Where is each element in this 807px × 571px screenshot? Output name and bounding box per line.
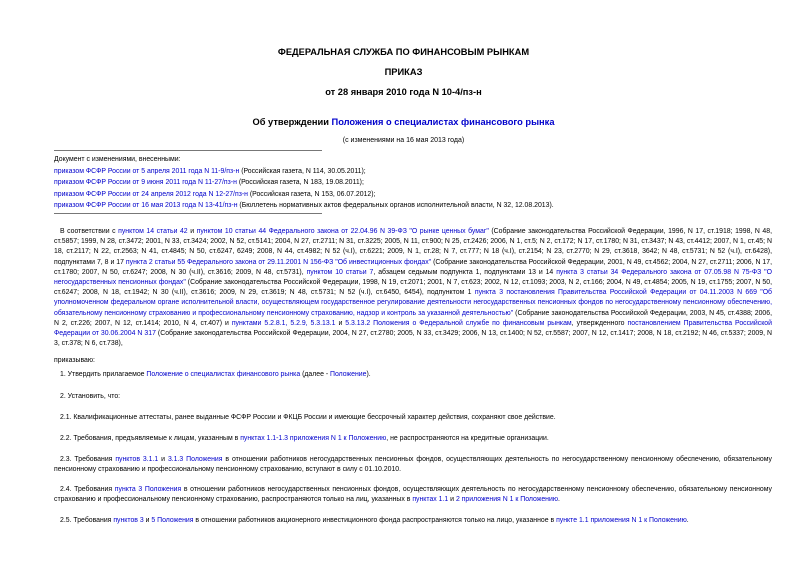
amendment-source: (Бюллетень нормативных актов федеральных органов исполнительной власти, N 32, 12.08.2013). <box>237 202 554 209</box>
preamble-text: (Собрание законодательства Российской Федерации, 2003, N 45, ст.4388; 2006, N 2, ст.226; 2007, N 12, ст.1414; 2010, N 4, ст.407) и <box>54 309 772 327</box>
clause-text: и <box>448 496 456 504</box>
regulation-link[interactable]: пункта 3 Положения <box>114 486 182 493</box>
amendment-link[interactable]: приказом ФСФР России от 24 апреля 2012 года N 12-27/пз-н <box>54 190 248 198</box>
clause-text: в отношении работников негосударственных пенсионных фондов, осуществляющих деятельность по негосударственному пенсионному обеспечению, обязательному пенсионному страхованию и профессиональному пенсионному страхованию, распространяются только на лиц, указанных в <box>54 486 772 504</box>
clause-text: в отношении работников негосударственных пенсионных фондов, осуществляющих деятельность по негосударственному пенсионному обеспечению, обязательному пенсионному страхованию и профессиональному пенсионному страхованию, вступают в силу с 01.10.2010. <box>54 456 772 474</box>
regulation-link[interactable]: пунктов 3.1.1 <box>115 456 159 463</box>
appendix-link[interactable]: пунктах 1.1 <box>412 496 449 504</box>
law-link[interactable]: пунктом 14 статьи 42 <box>118 228 188 235</box>
clause-text: . <box>686 517 689 524</box>
amendment-source: (Российская газета, N 114, 30.05.2011); <box>239 167 366 175</box>
law-link[interactable]: пунктами 5.2.8.1, 5.2.9, 5.3.13.1 <box>231 319 336 327</box>
appendix-link[interactable]: пункте 1.1 приложения N 1 к Положению <box>556 517 687 524</box>
agency-heading: ФЕДЕРАЛЬНАЯ СЛУЖБА ПО ФИНАНСОВЫМ РЫНКАМ <box>277 47 530 57</box>
changes-list <box>54 154 774 212</box>
regulation-link[interactable]: Положения о специалистах финансового рынка <box>331 117 555 127</box>
preamble-text: (Собрание законодательства Российской Федерации, 2001, N 49, ст.4562; 2004, N 27, ст.2711; 2006, N 17, ст.1780; 2007, N 50, ст.6247; 2008, N 30 (ч.II), ст.3616; 2009, N 48, ст.5731), <box>54 258 772 276</box>
doc-type-heading: ПРИКАЗ <box>384 67 423 77</box>
amendment-source: (Российская газета, N 153, 06.07.2012); <box>247 190 376 198</box>
regulation-link[interactable]: 5 Положения <box>151 517 194 524</box>
preamble-text: и <box>187 228 197 235</box>
preamble-paragraph <box>54 227 772 349</box>
amendment-link[interactable]: приказом ФСФР России от 9 июня 2011 года N 11-27/пз-н <box>54 179 237 186</box>
clause-text: (далее - <box>300 371 331 378</box>
clause-text: 2.4. Требования <box>60 486 115 493</box>
law-link[interactable]: пункта 3 статьи 34 Федерального закона от 07.05.98 N 75-ФЗ "О негосударственных пенсионных фондах" <box>54 268 772 287</box>
preamble-text: , абзацем седьмым подпункта 1, подпунктами 13 и 14 <box>373 268 557 276</box>
appendix-link[interactable]: пунктах 1.1-1.3 приложения N 1 к Положению <box>240 435 387 442</box>
preamble-text: (Собрание законодательства Российской Федерации, 2004, N 27, ст.2780; 2005, N 33, ст.3429; 2006, N 13, ст.1400; N 52, ст.5587; 2007, N 12, ст.1417; 2008, N 18, ст.2192; N 46, ст.5337; 2009, N 3, ст.378; N 6, ст.738), <box>54 330 772 348</box>
regulation-link[interactable]: Положение <box>330 371 367 378</box>
preamble-text: В соответствии с <box>60 228 119 235</box>
change-item <box>54 177 774 189</box>
divider-top <box>54 150 322 151</box>
divider-bottom <box>54 213 322 214</box>
clause-text: 2.3. Требования <box>60 456 116 463</box>
law-link[interactable]: постановлением Правительства Российской Федерации от 30.06.2004 N 317 <box>54 319 772 338</box>
clause-2: 2. Установить, что: <box>60 393 121 400</box>
appendix-link[interactable]: 2 приложения N 1 к Положению <box>455 496 559 504</box>
edition-note: (с изменениями на 16 мая 2013 года) <box>342 137 465 144</box>
law-link[interactable]: пункта 3 постановления Правительства Российской Федерации от 04.11.2003 N 669 "Об уполномоченном федеральном органе исполнительной власти, осуществляющем государственное регулирование деятельности негосударственных пенсионных фондов по негосударственному пенсионному обеспечению, обязательному пенсионному страхованию и профессиональному пенсионному страхованию, надзор и контроль за указанной деятельностью" <box>54 289 773 317</box>
change-item <box>54 200 774 212</box>
clause-2-3 <box>54 455 772 475</box>
preamble-text: (Собрание законодательства Российской Федерации, 1996, N 17, ст.1918; 1998, N 48, ст.5857; 1999, N 28, ст.3472; 2001, N 33, ст.3424; 2002, N 52, ст.5141; 2004, N 27, ст.2711; N 31, ст.3225; 2005, N 11, ст.900; N 25, ст.2426; 2006, N 1, ст.5; N 2, ст.172; N 17, ст.1780; N 31, ст.3437; N 43, ст.4412; 2007, N 1, ст.45; N 18, ст.2117; N 22, ст.2563; N 41, ст.4845; N 50, ст.6247, 6249; 2008, N 44, ст.4982; N 52 (ч.I), ст.6221; 2009, N 1, ст.28; N 7, ст.777; N 18 (ч.I), ст.2154; N 23, ст.2770; N 29, ст.3618, 3642; N 48, ст.5731; N 52 (ч.I), ст.6428), подпунктами 7, 8 и 17 <box>54 228 773 266</box>
clause-text: и <box>143 517 152 524</box>
order-word: приказываю: <box>54 357 95 364</box>
law-link[interactable]: пунктом 10 статьи 7 <box>306 268 374 276</box>
changes-intro: Документ с изменениями, внесенными: <box>54 156 181 163</box>
law-link[interactable]: пункта 2 статьи 55 Федерального закона от 29.11.2001 N 156-ФЗ "Об инвестиционных фондах" <box>125 258 432 266</box>
regulation-link[interactable]: 3.1.3 Положения <box>167 456 223 463</box>
law-link[interactable]: пунктом 10 статьи 44 Федерального закона от 22.04.96 N 39-ФЗ "О рынке ценных бумаг" <box>196 228 489 235</box>
clause-2-4 <box>54 485 772 505</box>
change-item <box>54 189 774 201</box>
clause-text: 1. Утвердить прилагаемое <box>60 371 147 378</box>
regulation-link[interactable]: Положение о специалистах финансового рынка <box>146 371 301 378</box>
clause-text: , не распространяются на кредитные организации. <box>386 435 549 442</box>
clause-text: 2.2. Требования, предъявляемые к лицам, указанным в <box>60 435 241 442</box>
doc-title-prefix: Об утверждении <box>252 117 332 127</box>
amendment-link[interactable]: приказом ФСФР России от 16 мая 2013 года N 13-41/пз-н <box>54 202 238 209</box>
amendment-source: (Российская газета, N 183, 19.08.2011); <box>236 179 364 186</box>
doc-title <box>0 117 807 127</box>
clause-1 <box>54 370 772 380</box>
change-item <box>54 166 774 178</box>
doc-date-heading: от 28 января 2010 года N 10-4/пз-н <box>325 87 482 97</box>
clause-2-5 <box>54 516 772 526</box>
clause-text: в отношении работников акционерного инвестиционного фонда распространяются только на лицо, указанное в <box>193 517 557 524</box>
preamble-text: (Собрание законодательства Российской Федерации, 1998, N 19, ст.2071; 2001, N 7, ст.623; 2002, N 12, ст.1093; 2003, N 2, ст.166; 2004, N 49, ст.4854; 2005, N 19, ст.1755; 2007, N 50, ст.6247; 2008, N 18, ст.1942; N 30 (ч.II), ст.3616; 2009, N 29, ст.3619; N 48, ст.5731; N 52 (ч.I), ст.6450, 6454), подпунктом 1 <box>54 279 772 297</box>
clause-text: 2.5. Требования <box>60 517 114 524</box>
clause-text: и <box>158 456 168 463</box>
regulation-link[interactable]: пунктов 3 <box>113 517 144 524</box>
clause-2-1: 2.1. Квалификационные аттестаты, ранее выданные ФСФР России и ФКЦБ России и имеющие бессрочный характер действия, сохраняют свое действие. <box>60 414 556 421</box>
clause-text: . <box>558 496 560 504</box>
amendment-link[interactable]: приказом ФСФР России от 5 апреля 2011 года N 11-9/пз-н <box>54 167 240 175</box>
law-link[interactable]: 5.3.13.2 Положения о Федеральной службе по финансовым рынкам <box>345 319 572 327</box>
clause-text: ). <box>366 371 371 378</box>
preamble-text: и <box>335 319 346 327</box>
clause-2-2 <box>54 434 772 444</box>
preamble-text: , утвержденного <box>571 319 628 327</box>
